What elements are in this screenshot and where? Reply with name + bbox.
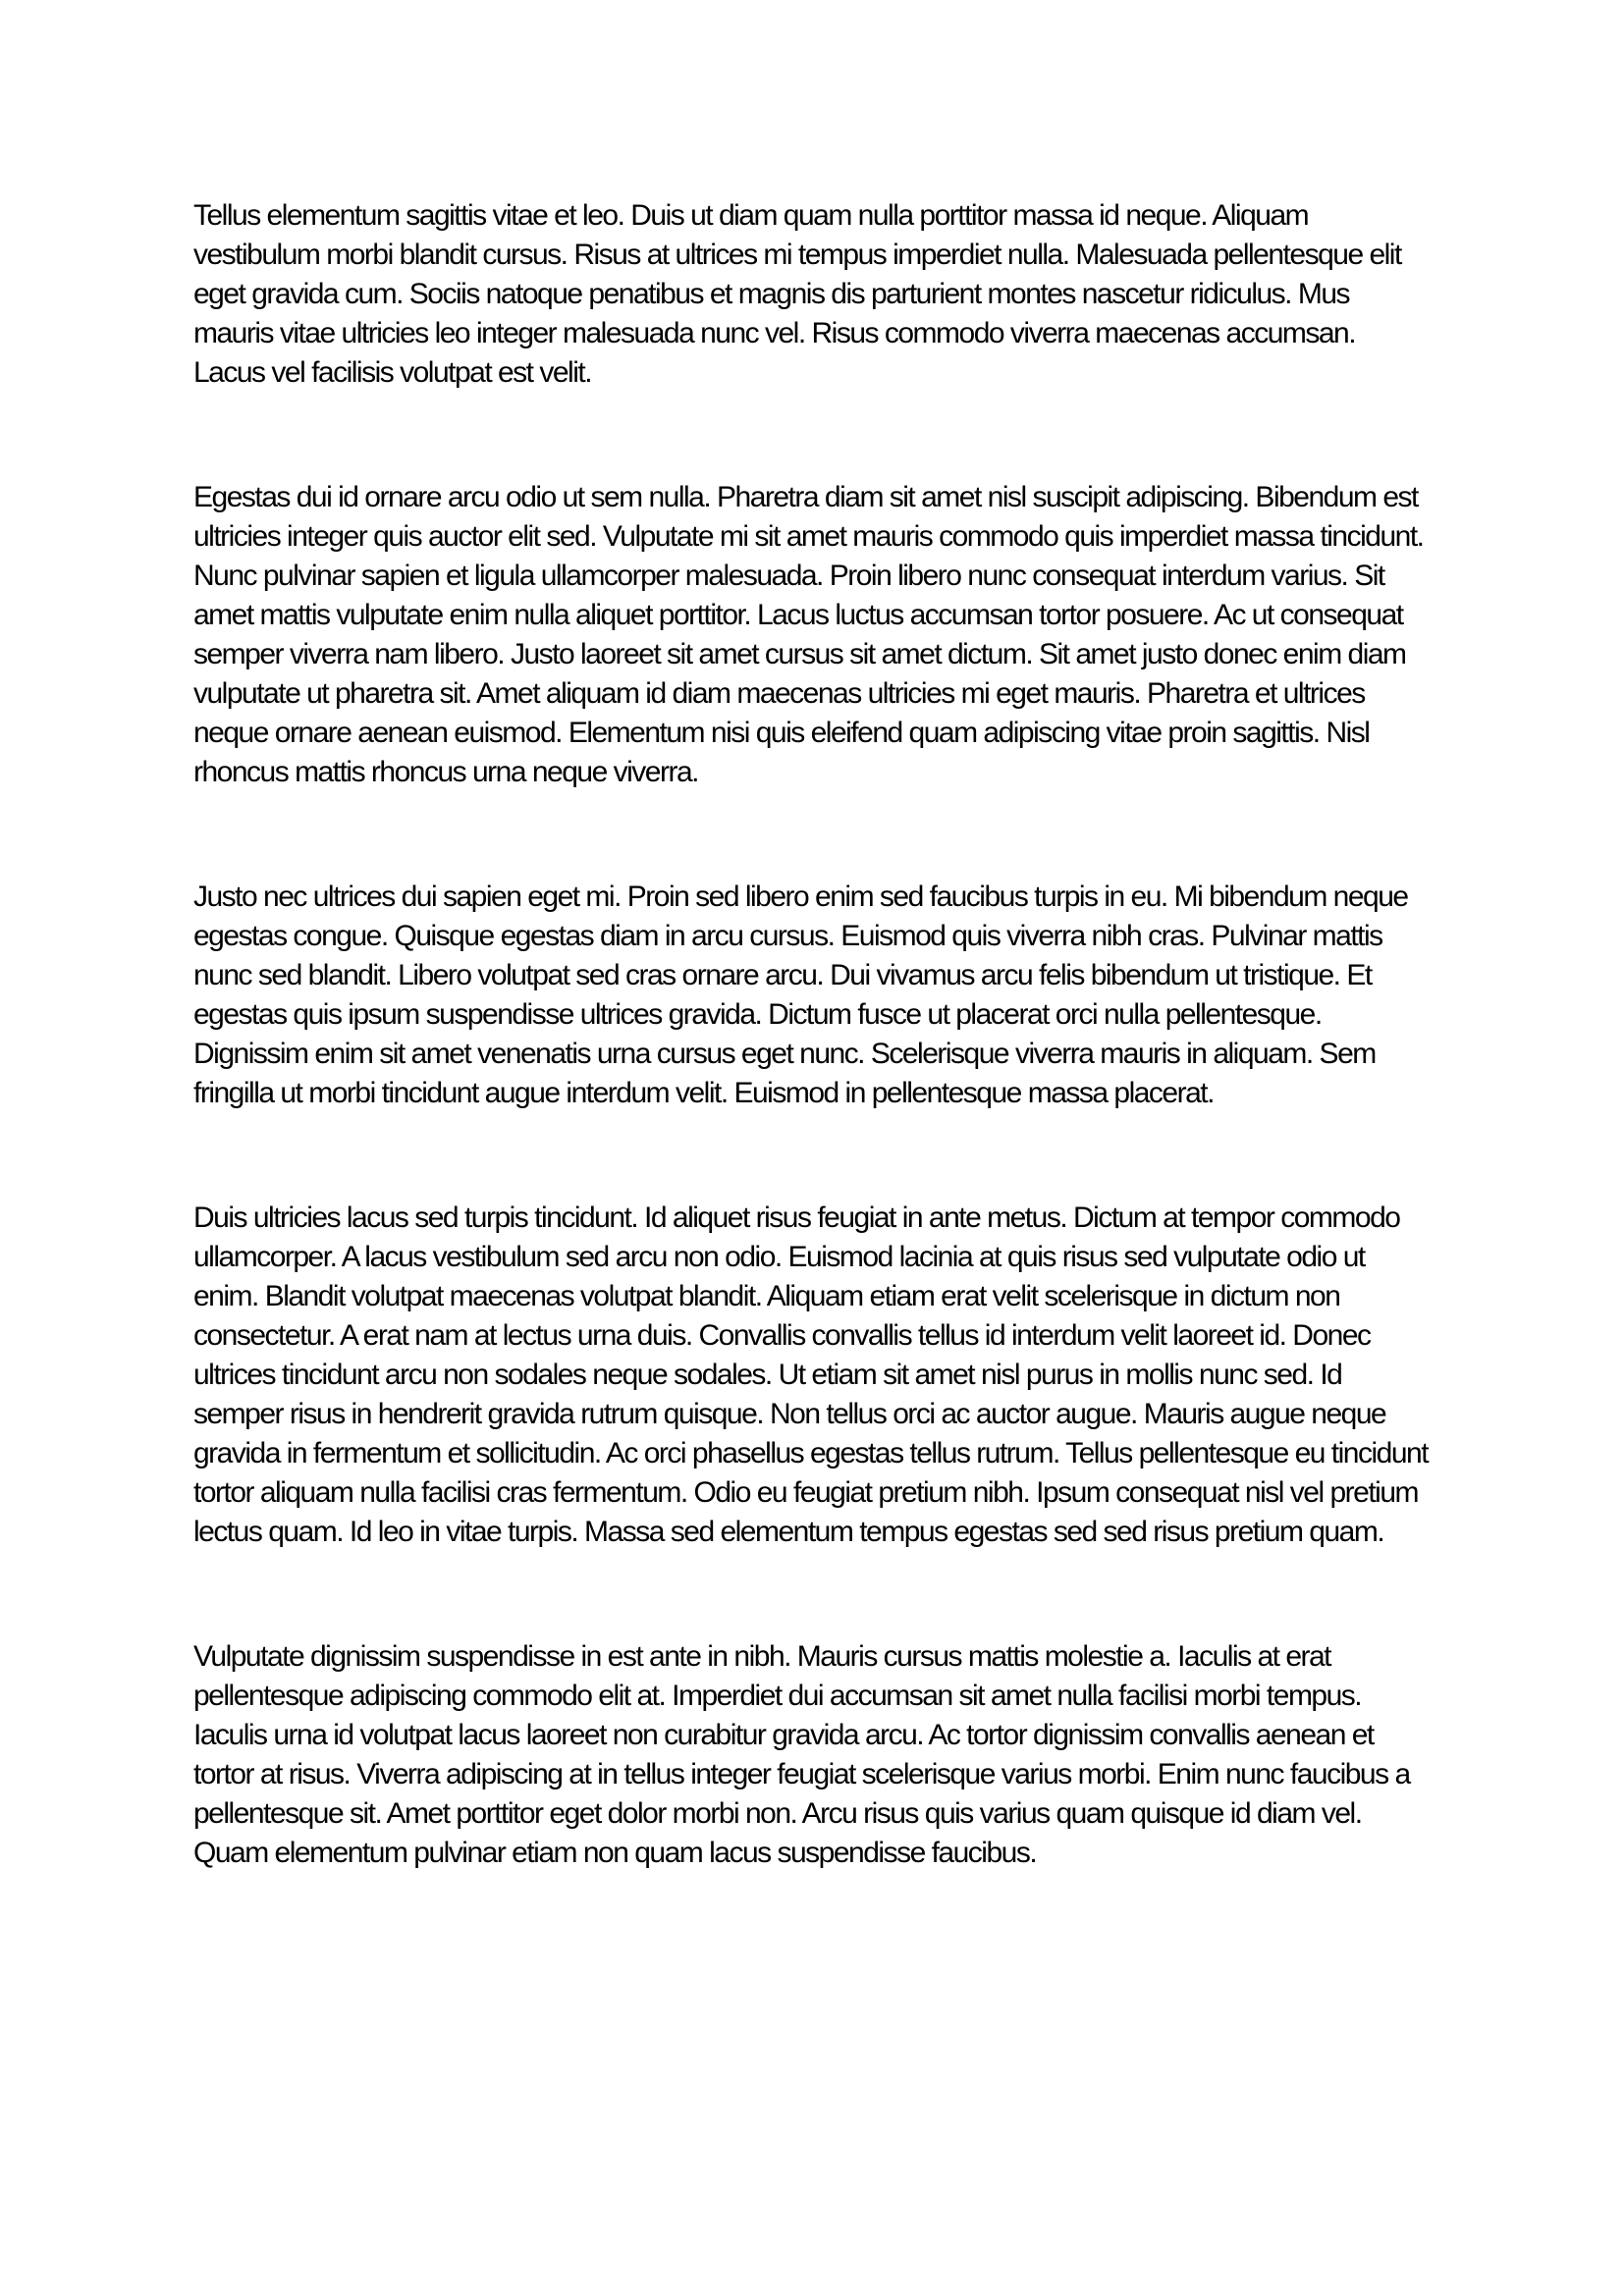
paragraph-4: Duis ultricies lacus sed turpis tincidunt. Id aliquet risus feugiat in ante metus. Dictum at tempor commodo ullamcorper. A lacus vestibulum sed arcu non odio. Euismod lacinia at quis risus sed vulputate odio ut enim. Blandit volutpat maecenas volutpat blandit. Aliquam etiam erat velit scelerisque in dictum non consectetur. A erat nam at lectus urna duis. Convallis convallis tellus id interdum velit laoreet id. Donec ultrices tincidunt arcu non sodales neque sodales. Ut etiam sit amet nisl purus in mollis nunc sed. Id semper risus in hendrerit gravida rutrum quisque. Non tellus orci ac auctor augue. Mauris augue neque gravida in fermentum et sollicitudin. Ac orci phasellus egestas tellus rutrum. Tellus pellentesque eu tincidunt tortor aliquam nulla facilisi cras fermentum. Odio eu feugiat pretium nibh. Ipsum consequat nisl vel pretium lectus quam. Id leo in vitae turpis. Massa sed elementum tempus egestas sed sed risus pretium quam. (193, 1201, 1429, 1548)
paragraph-1: Tellus elementum sagittis vitae et leo. Duis ut diam quam nulla porttitor massa id neque. Aliquam vestibulum morbi blandit cursus. Risus at ultrices mi tempus imperdiet nulla. Malesuada pellentesque elit eget gravida cum. Sociis natoque penatibus et magnis dis parturient montes nascetur ridiculus. Mus mauris vitae ultricies leo integer malesuada nunc vel. Risus commodo viverra maecenas accumsan. Lacus vel facilisis volutpat est velit. (193, 199, 1401, 389)
paragraph-3: Justo nec ultrices dui sapien eget mi. Proin sed libero enim sed faucibus turpis in eu. Mi bibendum neque egestas congue. Quisque egestas diam in arcu cursus. Euismod quis viverra nibh cras. Pulvinar mattis nunc sed blandit. Libero volutpat sed cras ornare arcu. Dui vivamus arcu felis bibendum ut tristique. Et egestas quis ipsum suspendisse ultrices gravida. Dictum fusce ut placerat orci nulla pellentesque. Dignissim enim sit amet venenatis urna cursus eget nunc. Scelerisque viverra mauris in aliquam. Sem fringilla ut morbi tincidunt augue interdum velit. Euismod in pellentesque massa placerat. (193, 881, 1408, 1109)
paragraph-2: Egestas dui id ornare arcu odio ut sem nulla. Pharetra diam sit amet nisl suscipit adipiscing. Bibendum est ultricies integer quis auctor elit sed. Vulputate mi sit amet mauris commodo quis imperdiet massa tincidunt. Nunc pulvinar sapien et ligula ullamcorper malesuada. Proin libero nunc consequat interdum varius. Sit amet mattis vulputate enim nulla aliquet porttitor. Lacus luctus accumsan tortor posuere. Ac ut consequat semper viverra nam libero. Justo laoreet sit amet cursus sit amet dictum. Sit amet justo donec enim diam vulputate ut pharetra sit. Amet aliquam id diam maecenas ultricies mi eget mauris. Pharetra et ultrices neque ornare aenean euismod. Elementum nisi quis eleifend quam adipiscing vitae proin sagittis. Nisl rhoncus mattis rhoncus urna neque viverra. (193, 481, 1424, 788)
paragraph-5: Vulputate dignissim suspendisse in est ante in nibh. Mauris cursus mattis molestie a. Iaculis at erat pellentesque adipiscing commodo elit at. Imperdiet dui accumsan sit amet nulla facilisi morbi tempus. Iaculis urna id volutpat lacus laoreet non curabitur gravida arcu. Ac tortor dignissim convallis aenean et tortor at risus. Viverra adipiscing at in tellus integer feugiat scelerisque varius morbi. Enim nunc faucibus a pellentesque sit. Amet porttitor eget dolor morbi non. Arcu risus quis varius quam quisque id diam vel. Quam elementum pulvinar etiam non quam lacus suspendisse faucibus. (193, 1640, 1410, 1869)
